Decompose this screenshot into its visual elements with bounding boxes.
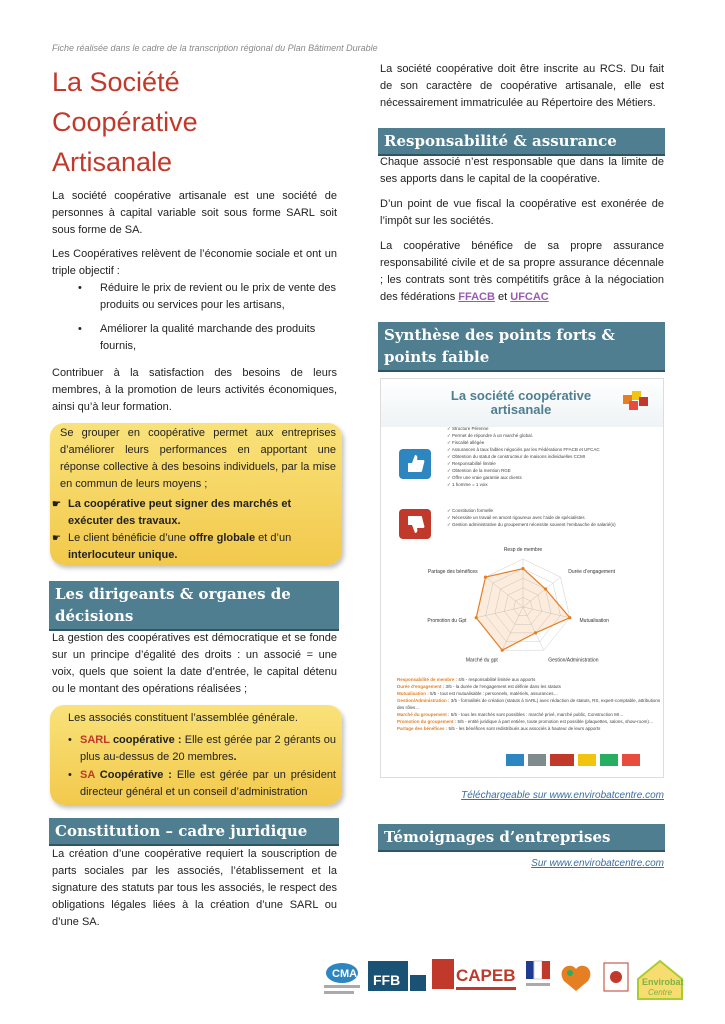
cma-logo	[324, 963, 360, 994]
rating-text: 3/5 - formalités de création (statuts à SARL) avec rédaction de statuts, RS, expert-comptable, attributions des rôles…	[397, 698, 661, 710]
list-item: • Réduire le prix de revient ou le prix de vente des produits ou services pour les artisans,	[78, 282, 337, 311]
download-link[interactable]: Téléchargeable sur www.envirobatcentre.com	[461, 790, 664, 801]
rating-text: 3/5 - la durée de l’engagement est définie dans les statuts	[445, 684, 561, 689]
rating-label: Durée d’engagement :	[397, 684, 446, 689]
rating-label: Responsabilité de membre :	[397, 677, 459, 682]
list-item: • Améliorer la qualité marchande des produits fournis,	[78, 323, 316, 352]
title-line-2: Coopérative	[52, 107, 198, 137]
logo-mark	[550, 754, 574, 766]
logo-mark	[600, 754, 618, 766]
ffacb-link[interactable]: FFACB	[458, 291, 495, 303]
rating-row	[397, 683, 661, 690]
title-line-3: Artisanale	[52, 147, 173, 177]
svg-text:Envirobat: Envirobat	[642, 977, 684, 987]
list-item: ✓ 1 homme = 1 voix	[447, 482, 488, 487]
radar-point	[501, 649, 504, 652]
radar-axis-label: Gestion/Administration	[548, 657, 599, 664]
highlight-box-grouping	[50, 423, 342, 565]
box-item-sa: • SA Coopérative : Elle est gérée par un président directeur général et un conseil d’administration	[68, 769, 336, 798]
capeb-logo	[432, 959, 516, 990]
resp-paragraph-1: Chaque associé n’est responsable que dans la limite de ses apports dans le capital de la coopérative.	[380, 156, 664, 185]
header-note: Fiche réalisée dans le cadre de la transcription régional du Plan Bâtiment Durable	[52, 43, 378, 53]
radar-axis-label: Mutualisation	[579, 617, 609, 624]
radar-axis-label: Resp de membre	[503, 547, 543, 553]
rating-row	[397, 718, 661, 725]
box-text: Se grouper en coopérative permet aux entreprises d’améliorer leurs performances en apportant une réponse collective à des besoins individuels, par la mise en commun de leurs moyens ;	[60, 427, 336, 490]
infographic-logos	[506, 751, 656, 769]
section-heading-synthese: Synthèse des points forts & points faible	[378, 322, 665, 372]
svg-text:CAPEB: CAPEB	[456, 966, 516, 985]
section-heading-responsabilite: Responsabilité & assurance	[378, 128, 665, 156]
box-item-sign-markets: ☛ La coopérative peut signer des marchés et exécuter des travaux.	[52, 498, 292, 527]
list-item: ✓ Nécessite un travail en amont rigoureux avec l’aide de spécialistes	[447, 515, 585, 520]
svg-text:FFB: FFB	[373, 972, 401, 988]
ademe-logo	[604, 963, 628, 991]
objectives-intro: Les Coopératives relèvent de l’économie sociale et ont un triple objectif :	[52, 248, 337, 277]
rating-text: 5/5 - les bénéfices sont redistribués aux associés à hauteur de leurs apports	[448, 726, 601, 731]
radar-axis-label: Marché du gpt	[465, 657, 498, 664]
rating-text: 5/5 - tous les marchés sont possibles : marché privé, marché public, Construction MI…	[450, 712, 624, 717]
rating-row	[397, 676, 661, 683]
rating-label: Gestion/Administration :	[397, 698, 451, 703]
constitution-paragraph: La création d’une coopérative requiert la souscription de parts sociales par les associés, l’établissement et la signature des statuts par tous les associés, le respect des obligations légales liées à la création d’une SARL ou d’une SA.	[52, 848, 337, 928]
radar-chart	[423, 541, 623, 669]
page-title	[52, 62, 352, 182]
prefecture-logo	[526, 961, 550, 986]
bullet-icon: •	[78, 323, 82, 335]
partner-logos	[320, 955, 700, 1010]
weaknesses-list	[447, 507, 657, 528]
contribute-paragraph: Contribuer à la satisfaction des besoins de leurs membres, à la promotion de leurs activités économiques, ainsi qu’à leur formation.	[52, 367, 337, 413]
rating-label: Mutualisation :	[397, 691, 430, 696]
list-item: ✓ Responsabilité limitée	[447, 461, 496, 466]
rating-text: 5/5 - tout est mutualisable : personnels, matériels, assurances…	[430, 691, 559, 696]
bullet-icon: •	[68, 734, 72, 746]
pointing-hand-icon: ☛	[52, 499, 61, 510]
radar-point	[568, 616, 571, 619]
centre-val-de-loire-logo	[562, 966, 591, 991]
radar-point	[475, 616, 478, 619]
rcs-paragraph: La société coopérative doit être inscrite au RCS. Du fait de son caractère de coopérative artisanale, elle est nécessairement immatriculée au Répertoire des Métiers.	[380, 63, 664, 109]
radar-point	[534, 631, 537, 634]
highlight-box-associates	[50, 705, 342, 805]
rating-text: 5/5 - entité juridique à part entière, toute promotion est possible (plaquettes, salons, show-room)…	[457, 719, 654, 724]
svg-text:CMA: CMA	[332, 968, 358, 980]
dirigeants-paragraph: La gestion des coopératives est démocratique et se fonde sur un principe d’égalité des droits : un associé = une voix, quels que soient la date d’entrée, le capital détenu ou le montant des opérations réalisées ;	[52, 632, 337, 695]
svg-text:Centre: Centre	[648, 988, 673, 997]
list-item: ✓ Obtention de la mention RGE	[447, 468, 511, 473]
bullet-icon: •	[78, 282, 82, 294]
cube-icon	[619, 385, 653, 415]
list-item: ✓ Assurances à taux faibles négociés par les Fédérations FFACB et UFCAC	[447, 447, 600, 452]
objectives-list	[52, 280, 337, 362]
rating-label: Marché du groupement :	[397, 712, 451, 717]
rating-row	[397, 725, 661, 732]
intro-paragraph: La société coopérative artisanale est une société de personnes à capital variable soit sous forme SARL soit sous forme de SA.	[52, 190, 337, 236]
list-item: ✓ Constitution formelle	[447, 508, 494, 513]
list-item: ✓ Structure Pérenne	[447, 426, 489, 431]
synthesis-infographic[interactable]	[380, 378, 664, 778]
radar-axis-label: Promotion du Gpt	[427, 617, 467, 624]
box-item-sarl: • SARL coopérative : Elle est gérée par 2 gérants ou plus au-dessus de 20 membres.	[68, 734, 336, 763]
radar-point	[484, 576, 487, 579]
ratings-list	[397, 676, 661, 732]
logo-mark	[506, 754, 524, 766]
resp-paragraph-3: La coopérative bénéfice de sa propre assurance responsabilité civile et de sa propre assurance décennale ; les contrats sont très compétitifs grâce à la négociation des fédérations FFACB et UFCAC	[380, 240, 664, 303]
rating-row	[397, 690, 661, 697]
list-item: ✓ Offre une vraie garantie aux clients	[447, 475, 522, 480]
rating-row	[397, 711, 661, 718]
thumbs-up-icon	[399, 449, 431, 479]
section-heading-dirigeants: Les dirigeants & organes de décisions	[49, 581, 339, 631]
pointing-hand-icon: ☛	[52, 533, 61, 544]
list-item: ✓ Obtention du statut de constructeur de maisons individuelles CCMI	[447, 454, 586, 459]
radar-axis-label: Durée d’engagement	[568, 568, 616, 575]
rating-label: Partage des bénéfices :	[397, 726, 449, 731]
box-associates-intro: Les associés constituent l’assemblée générale.	[68, 712, 298, 724]
radar-point	[521, 567, 524, 570]
list-item: ✓ Gestion administrative du groupement nécessite souvent l’embauche de salarié(s)	[447, 522, 616, 527]
title-line-1: La Société	[52, 67, 180, 97]
logo-mark	[528, 754, 546, 766]
website-link[interactable]: Sur www.envirobatcentre.com	[531, 858, 664, 869]
resp-paragraph-2: D’un point de vue fiscal la coopérative est exonérée de l’impôt sur les sociétés.	[380, 198, 664, 227]
ufcac-link[interactable]: UFCAC	[510, 291, 549, 303]
logo-mark	[622, 754, 640, 766]
ffb-logo	[368, 961, 426, 991]
radar-axis-label: Partage des bénéfices	[427, 568, 478, 575]
box-item-single-contact: ☛ Le client bénéficie d’une offre globale et d’un interlocuteur unique.	[52, 532, 292, 561]
rating-row	[397, 697, 661, 711]
strengths-list	[447, 425, 657, 488]
section-heading-temoignages: Témoignages d’entreprises	[378, 824, 665, 852]
section-heading-constitution: Constitution – cadre juridique	[49, 818, 339, 846]
logo-mark	[578, 754, 596, 766]
list-item: ✓ Permet de répondre à un marché global.	[447, 433, 533, 438]
list-item: ✓ Fiscalité allégée	[447, 440, 485, 445]
thumbs-down-icon	[399, 509, 431, 539]
bullet-icon: •	[68, 769, 72, 781]
envirobat-logo	[638, 961, 684, 999]
rating-label: Promotion du groupement :	[397, 719, 458, 724]
rating-text: 4/5 - responsabilité limitée aux apports	[458, 677, 536, 682]
infographic-title: La société coopérative artisanale	[450, 388, 592, 417]
radar-point	[544, 587, 547, 590]
